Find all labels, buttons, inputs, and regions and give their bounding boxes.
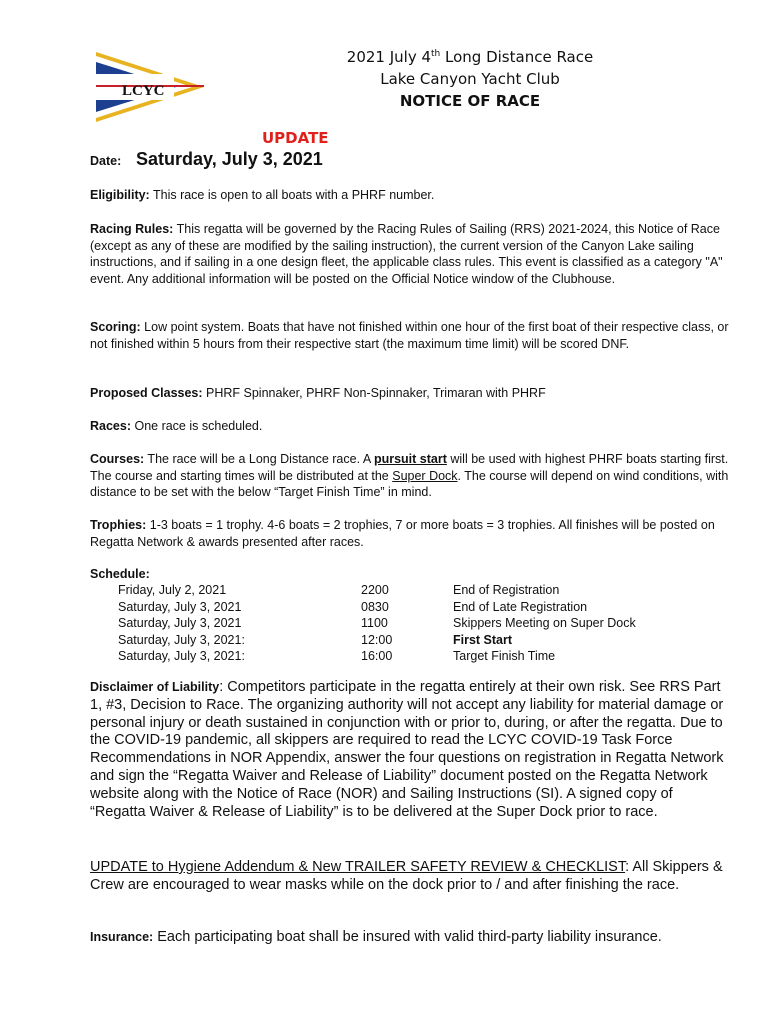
insurance-section: Insurance: Each participating boat shall be insured with valid third-party liability insurance.	[90, 929, 662, 945]
lcyc-burgee-logo	[96, 52, 204, 122]
date-label: Date:	[90, 154, 122, 168]
disclaimer-section: Disclaimer of Liability: Competitors participate in the regatta entirely at their own risk. See RRS Part 1, #3, Decision to Race. The organizing authority will not accept any liability for material damage or personal injury or death sustained in conjunction with or prior to, during, or after the regatta. Due to the COVID-19 pandemic, all skippers are required to read the LCYC COVID-19 Task Force Recommendations in NOR Appendix, answer the four questions on registration in Regatta Network and sign the “Regatta Waiver and Release of Liability” document posted on the Regatta Network website along with the Notice of Race (NOR) and Sailing Instructions (SI). A signed copy of “Regatta Waiver & Release of Liability” is to be delivered at the Super Dock prior to race.	[90, 679, 724, 820]
schedule-row: Saturday, July 3, 2021 1100 Skippers Meeting on Super Dock	[118, 616, 636, 630]
trophies-section: Trophies: 1-3 boats = 1 trophy. 4-6 boats = 2 trophies, 7 or more boats = 3 trophies. All finishes will be posted on Regatta Network & awards presented after races.	[90, 518, 715, 549]
courses-section: Courses: The race will be a Long Distance race. A pursuit start will be used with highest PHRF boats starting first. The course and starting times will be distributed at the Super Dock. The course will depend on wind conditions, with distance to be set with the below “Target Finish Time” in mind.	[90, 452, 729, 499]
scoring-section: Scoring: Low point system. Boats that have not finished within one hour of the first boat of their respective class, or not finished within 5 hours from their respective start (the maximum time limit) will be scored DNF.	[90, 320, 729, 351]
hygiene-section: UPDATE to Hygiene Addendum & New TRAILER SAFETY REVIEW & CHECKLIST: All Skippers & Crew are encouraged to wear masks while on the dock prior to / and after finishing the race.	[90, 859, 723, 893]
super-dock-link[interactable]: Super Dock	[392, 468, 458, 483]
races-section: Races: One race is scheduled.	[90, 419, 263, 433]
pursuit-start-link[interactable]: pursuit start	[373, 452, 447, 466]
schedule-row: Saturday, July 3, 2021 0830 End of Late Registration	[118, 599, 588, 614]
racing-rules-section: Racing Rules: This regatta will be governed by the Racing Rules of Sailing (RRS) 2021-2024, this Notice of Race (except as any of these are modified by the sailing instruction), the current version of the Canyon Lake sailing instructions, and if sailing in a one design fleet, the applicable class rules. This event is classified as a category "A" event. Any additional information will be posted on the Official Notice window of the Clubhouse.	[90, 222, 723, 286]
club-name: Lake Canyon Yacht Club	[380, 70, 560, 88]
schedule-row: Friday, July 2, 2021 2200 End of Registration	[118, 583, 560, 597]
schedule-row: Saturday, July 3, 2021: 16:00 Target Finish Time	[118, 649, 556, 663]
eligibility-section: Eligibility: This race is open to all boats with a PHRF number.	[90, 188, 435, 202]
schedule-label: Schedule:	[90, 567, 150, 581]
trailer-safety-link[interactable]: TRAILER SAFETY REVIEW & CHECKLIST	[344, 859, 626, 875]
schedule-row: Saturday, July 3, 2021: 12:00 First Start	[118, 632, 513, 647]
update-label: UPDATE	[262, 129, 329, 147]
logo-text: LCYC	[122, 83, 165, 99]
date-value: Saturday, July 3, 2021	[136, 149, 323, 169]
event-title: 2021 July 4th Long Distance Race	[346, 48, 594, 66]
notice-of-race-heading: NOTICE OF RACE	[399, 92, 541, 110]
hygiene-addendum-link[interactable]: UPDATE to Hygiene Addendum & New	[90, 859, 345, 875]
schedule-section	[90, 566, 730, 666]
proposed-classes-section: Proposed Classes: PHRF Spinnaker, PHRF Non-Spinnaker, Trimaran with PHRF	[90, 386, 546, 400]
